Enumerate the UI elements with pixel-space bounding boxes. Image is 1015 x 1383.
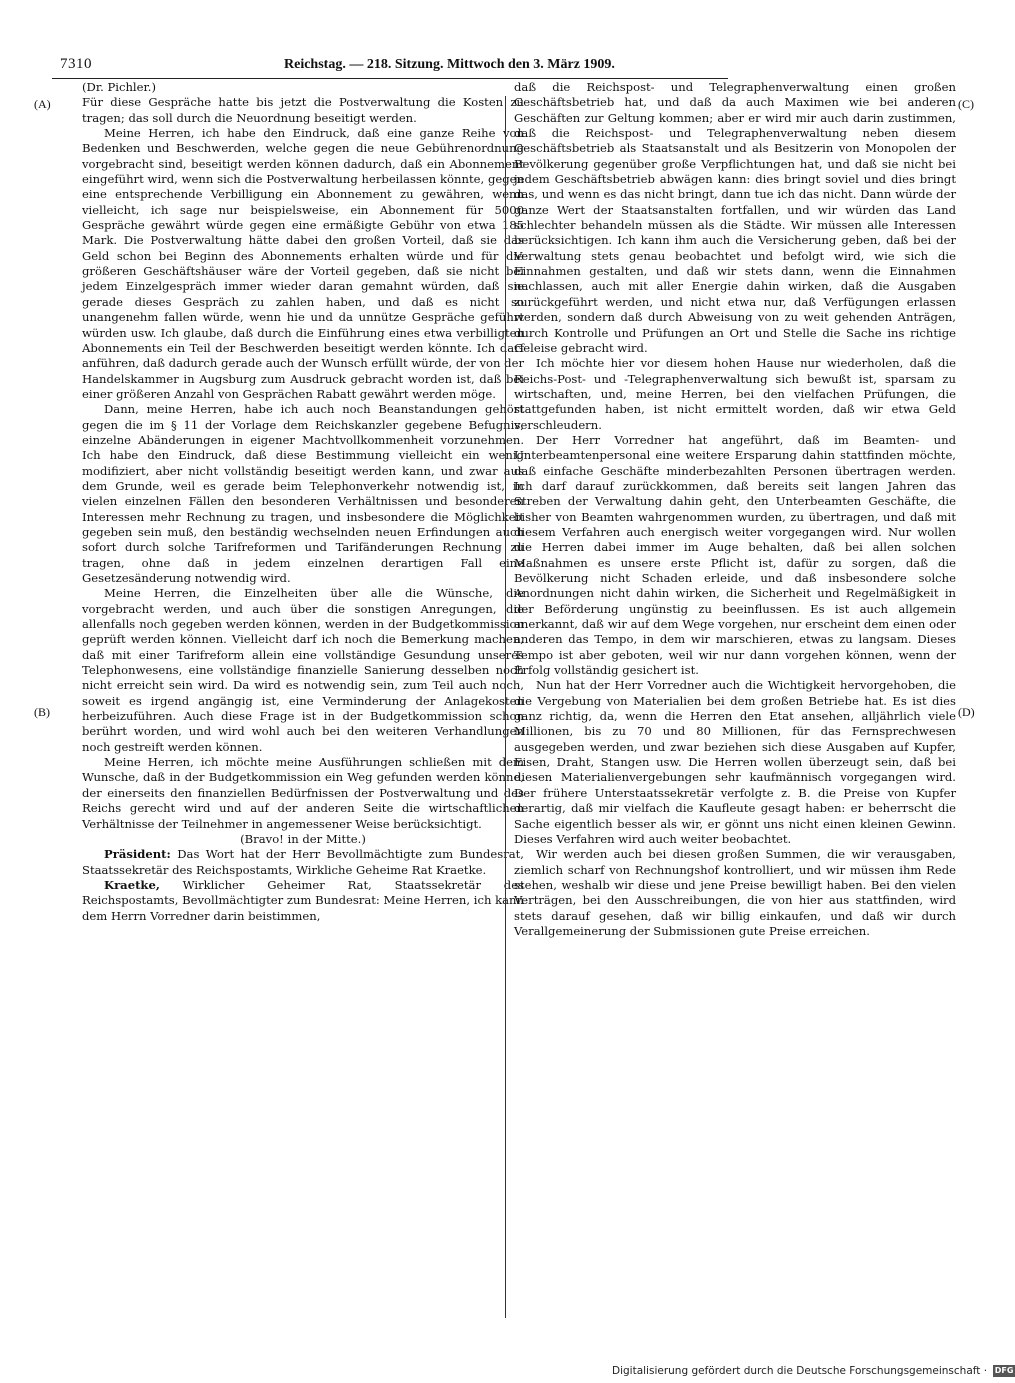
speaker-name-kraetke: Kraetke, (104, 877, 160, 892)
paragraph: Nun hat der Herr Vorredner auch die Wichtigkeit hervorgehoben, die die Vergebung von Materialien bei dem großen Betriebe hat. Es ist dies ganz richtig, da, wenn die Herren den Etat ansehen, alljährlich viele Millionen, bis zu 70 und 80 Millionen, für das Fernsprechwesen ausgegeben werden, und zwar beziehen sich diese Ausgaben auf Kupfer, Eisen, Draht, Stangen usw. Die Herren wollen überzeugt sein, daß bei diesen Materialienvergebungen sehr kaufmännisch vorgegangen wird. Der frühere Unterstaatssekretär verfolgte z. B. die Preise von Kupfer derartig, daß mir vielfach die Kaufleute gesagt haben: er beherrscht die Sache eigentlich besser als wir, er gönnt uns nicht einen kleinen Gewinn. Dieses Verfahren wird auch weiter beobachtet. (514, 678, 956, 846)
kraetke-text: Wirklicher Geheimer Rat, Staatssekretär des Reichspostamts, Bevollmächtigter zum Bundesrat: Meine Herren, ich kann dem Herrn Vorredner darin beistimmen, (82, 877, 525, 923)
speaker-reference: (Dr. Pichler.) (82, 80, 156, 94)
paragraph: Der Herr Vorredner hat angeführt, daß im Beamten- und Unterbeamtenpersonal eine weitere Ersparung dahin stattfinden möchte, daß einfache Geschäfte minderbezahlten Personen übertragen werden. Ich darf darauf zurückkommen, daß bereits seit langen Jahren das Streben der Verwaltung dahin geht, den Unterbeamten Geschäfte, die bisher von Beamten wahrgenommen wurden, zu übertragen, und daß mit diesem Verfahren auch energisch weiter vorgegangen wird. Nur wollen die Herren dabei immer im Auge behalten, daß bei allen solchen Maßnahmen es unsere erste Pflicht ist, dafür zu sorgen, daß die Bevölkerung nicht Schaden erleide, und daß insbesondere solche Anordnungen nicht dahin wirken, die Sicherheit und Regelmäßigkeit in der Beförderung ungünstig zu beeinflussen. Es ist auch allgemein anerkannt, daß wir auf dem Wege vorgehen, nur erscheint dem einen oder anderen das Tempo, in dem wir marschieren, etwas zu langsam. Dieses Tempo ist aber geboten, weil wir nur dann vorgehen können, wenn der Erfolg vollständig gesichert ist. (514, 432, 956, 678)
page-number: 7310 (60, 56, 92, 72)
footer-text: Digitalisierung gefördert durch die Deutsche Forschungsgemeinschaft · (612, 1365, 988, 1377)
margin-marker-b: (B) (34, 705, 50, 719)
column-divider (505, 96, 506, 1318)
left-column (82, 80, 524, 924)
president-paragraph (82, 847, 524, 878)
dfg-logo-icon: DFG (994, 1366, 1014, 1375)
president-text: Das Wort hat der Herr Bevollmächtigte zum Bundesrat, Staatssekretär des Reichspostamts, Wirkliche Geheime Rat Kraetke. (82, 847, 524, 877)
margin-marker-a: (A) (34, 97, 51, 111)
kraetke-paragraph (82, 878, 524, 924)
paragraph: daß die Reichspost- und Telegraphenverwaltung einen großen Geschäftsbetrieb hat, und daß da auch Maximen wie bei anderen Geschäften zur Geltung kommen; aber er wird mir auch darin zustimmen, daß die Reichspost- und Telegraphenverwaltung neben diesem Geschäftsbetrieb als Staatsanstalt und als Besitzerin von Monopolen der Bevölkerung gegenüber große Verpflichtungen hat, und daß sie nicht bei jedem Geschäftsbetrieb abwägen kann: dies bringt soviel und dies bringt das, und wenn es das nicht bringt, dann tue ich das nicht. Dann würde der ganze Wert der Staatsanstalten fortfallen, und wir würden das Land schlechter behandeln müssen als die Städte. Wir müssen alle Interessen berücksichtigen. Ich kann ihm auch die Versicherung geben, daß bei der Verwaltung stets genau beobachtet und befolgt wird, wie sich die Einnahmen gestalten, und daß wir stets dann, wenn die Einnahmen nachlassen, auch mit aller Energie dahin wirken, daß die Ausgaben zurückgeführt werden, und nicht etwa nur, daß Verfügungen erlassen werden, sondern daß durch Abweisung von zu weit gehenden Anträgen, durch Kontrolle und Prüfungen an Ort und Stelle die Sache ins richtige Geleise gebracht wird. (514, 80, 956, 355)
paragraph: Dann, meine Herren, habe ich auch noch Beanstandungen gehört gegen die im § 11 der Vorlage dem Reichskanzler gegebene Befugnis, einzelne Abänderungen in eigener Machtvollkommenheit vorzunehmen. Ich habe den Eindruck, daß diese Bestimmung vielleicht ein wenig modifiziert, aber nicht vollständig beseitigt werden kann, und zwar aus dem Grunde, weil es gerade beim Telephonverkehr notwendig ist, in vielen einzelnen Fällen den besonderen Verhältnissen und besonderen Interessen mehr Rechnung zu tragen, und insbesondere die Möglichkeit gegeben sein muß, den beständig wechselnden neuen Erfindungen auch sofort durch solche Tarifreformen und Tarifänderungen Rechnung zu tragen, ohne daß in jedem einzelnen derartigen Fall eine Gesetzesänderung notwendig wird. (82, 402, 524, 585)
digitization-footer (612, 1363, 1015, 1379)
paragraph: Für diese Gespräche hatte bis jetzt die Postverwaltung die Kosten zu tragen; das soll durch die Neuordnung beseitigt werden. (82, 95, 524, 125)
right-column (514, 80, 956, 939)
margin-marker-c: (C) (958, 97, 974, 111)
margin-marker-d: (D) (958, 705, 975, 719)
page-header (52, 54, 728, 79)
paragraph: Ich möchte hier vor diesem hohen Hause nur wiederholen, daß die Reichs-Post- und -Telegraphenverwaltung sich bewußt ist, sparsam zu wirtschaften, und, meine Herren, bei den vielfachen Prüfungen, die stattgefunden haben, ist nicht ermittelt worden, daß wir etwa Geld verschleudern. (514, 356, 956, 432)
applause-note: (Bravo! in der Mitte.) (240, 831, 366, 846)
speaker-name-president: Präsident: (104, 847, 171, 862)
paragraph: Meine Herren, ich habe den Eindruck, daß eine ganze Reihe von Bedenken und Beschwerden, welche gegen die neue Gebührenordnung vorgebracht sind, beseitigt werden können dadurch, daß ein Abonnement eingeführt wird, wenn sich die Postverwaltung herbeilassen könnte, gegen eine entsprechende Verbilligung ein Abonnement zu gewähren, wenn vielleicht, ich sage nur beispielsweise, ein Abonnement für 5000 Gespräche gewährt würde gegen eine ermäßigte Gebühr von etwa 185 Mark. Die Postverwaltung hätte dabei den großen Vorteil, daß sie das Geld schon bei Beginn des Abonnements erhalten würde und für die größeren Geschäftshäuser wäre der Vorteil gegeben, daß sie nicht bei jedem Einzelgespräch immer wieder daran gemahnt würden, daß sie gerade dieses Gespräch zu zahlen haben, und daß es nicht so unangenehm fallen würde, wenn hie und da unnütze Gespräche geführt würden usw. Ich glaube, daß durch die Einführung eines etwa verbilligten Abonnements ein Teil der Beschwerden beseitigt werden könnte. Ich darf anführen, daß dadurch gerade auch der Wunsch erfüllt würde, der von der Handelskammer in Augsburg zum Ausdruck gebracht worden ist, daß bei einer größeren Anzahl von Gesprächen Rabatt gewährt werden möge. (82, 126, 524, 401)
running-title: Reichstag. — 218. Sitzung. Mittwoch den 3. März 1909. (284, 57, 615, 72)
paragraph: Meine Herren, ich möchte meine Ausführungen schließen mit dem Wunsche, daß in der Budgetkommission ein Weg gefunden werden könne, der einerseits den finanziellen Bedürfnissen der Postverwaltung und des Reichs gerecht wird und auf der anderen Seite die wirtschaftlichen Verhältnisse der Teilnehmer in angemessener Weise berücksichtigt. (82, 755, 524, 831)
paragraph: Meine Herren, die Einzelheiten über alle die Wünsche, die vorgebracht werden, und auch über die sonstigen Anregungen, die allenfalls noch gegeben werden können, werden in der Budgetkommission geprüft werden können. Vielleicht darf ich noch die Bemerkung machen, daß mit einer Tarifreform allein eine vollständige Gesundung unseres Telephonwesens, eine vollständige finanzielle Sanierung desselben noch nicht erreicht sein wird. Da wird es notwendig sein, zum Teil auch noch, soweit es irgend angängig ist, eine Verminderung der Anlagekosten herbeizuführen. Auch diese Frage ist in der Budgetkommission schon berührt worden, und wird wohl auch bei den weiteren Verhandlungen noch gestreift werden können. (82, 586, 524, 754)
paragraph: Wir werden auch bei diesen großen Summen, die wir verausgaben, ziemlich scharf von Rechnungshof kontrolliert, und wir müssen ihm Rede stehen, weshalb wir diese und jene Preise bewilligt haben. Bei den vielen Verträgen, bei den Ausschreibungen, die von hier aus stattfinden, wird stets darauf gesehen, daß wir billig einkaufen, und daß wir durch Verallgemeinerung der Submissionen gute Preise erreichen. (514, 847, 956, 938)
